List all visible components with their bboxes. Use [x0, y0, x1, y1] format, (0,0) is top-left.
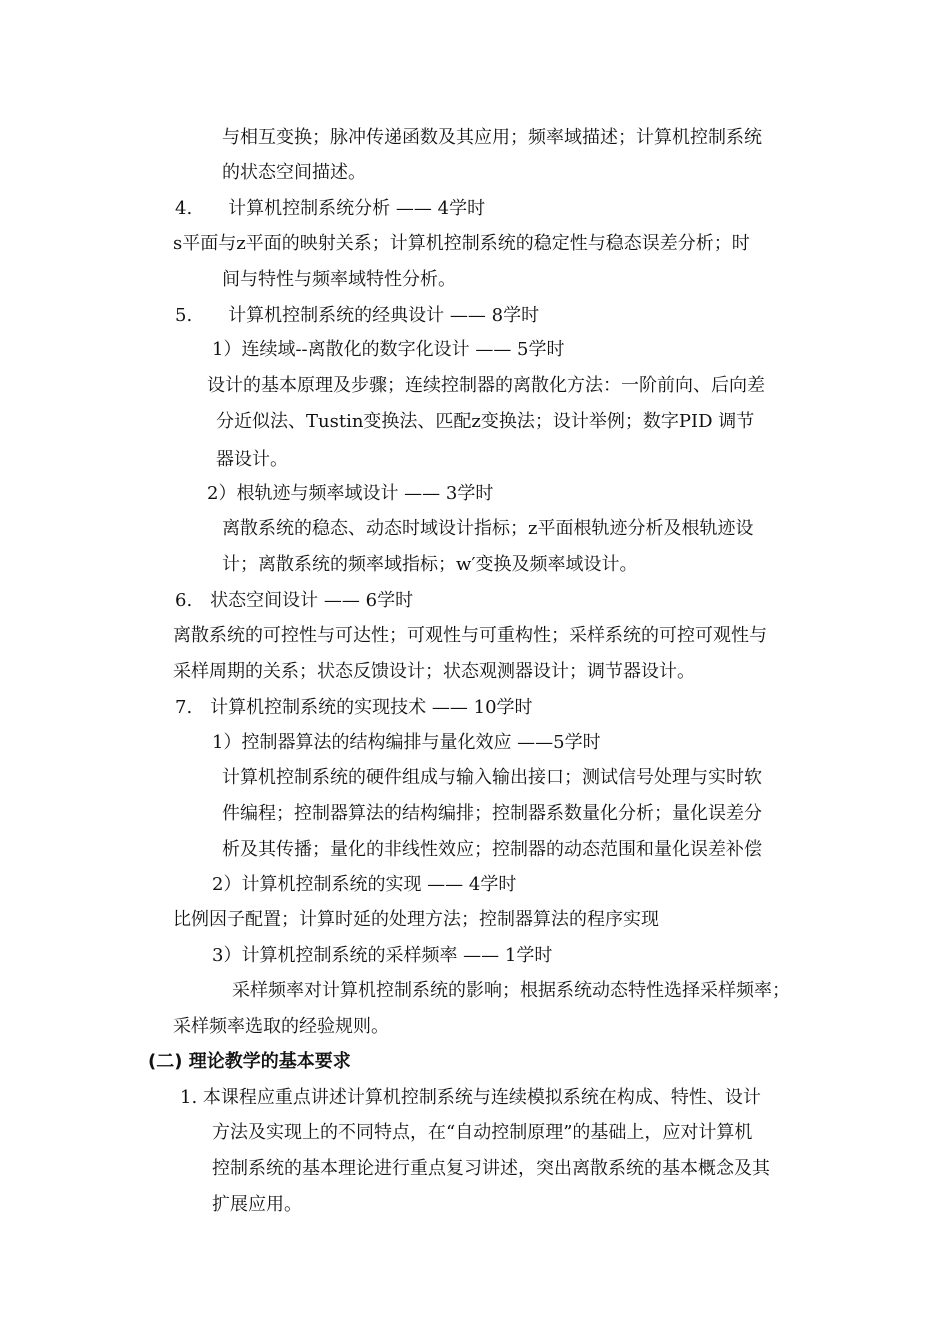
text-line: 采样频率对计算机控制系统的影响；根据系统动态特性选择采样频率；: [232, 980, 790, 1001]
text-line: 计；离散系统的频率域指标；w′变换及频率域设计。: [222, 554, 638, 575]
subsection-heading: 1）控制器算法的结构编排与量化效应 ——5学时: [212, 732, 601, 753]
text-line: 采样周期的关系；状态反馈设计；状态观测器设计；调节器设计。: [173, 661, 695, 682]
section-title-teaching-requirements: (二) 理论教学的基本要求: [148, 1051, 351, 1072]
text-line: 的状态空间描述。: [222, 162, 366, 183]
section-heading-5: 5. 计算机控制系统的经典设计 —— 8学时: [175, 305, 540, 326]
text-line: 扩展应用。: [212, 1194, 302, 1215]
text-line: 设计的基本原理及步骤；连续控制器的离散化方法：一阶前向、后向差: [207, 375, 765, 396]
list-item-1: 1. 本课程应重点讲述计算机控制系统与连续模拟系统在构成、特性、设计: [180, 1087, 761, 1108]
section-heading-6: 6. 状态空间设计 —— 6学时: [175, 590, 414, 611]
subsection-heading: 2）计算机控制系统的实现 —— 4学时: [212, 874, 517, 895]
text-line: 采样频率选取的经验规则。: [173, 1016, 389, 1037]
subsection-heading: 3）计算机控制系统的采样频率 —— 1学时: [212, 945, 553, 966]
text-line: 离散系统的稳态、动态时域设计指标；z平面根轨迹分析及根轨迹设: [222, 518, 754, 539]
text-line: 析及其传播；量化的非线性效应；控制器的动态范围和量化误差补偿: [222, 839, 762, 860]
section-heading-7: 7. 计算机控制系统的实现技术 —— 10学时: [175, 697, 533, 718]
subsection-heading: 2）根轨迹与频率域设计 —— 3学时: [207, 483, 494, 504]
text-line: 方法及实现上的不同特点，在“自动控制原理”的基础上，应对计算机: [212, 1122, 753, 1143]
text-line: 比例因子配置；计算时延的处理方法；控制器算法的程序实现: [173, 909, 659, 930]
text-line: 件编程；控制器算法的结构编排；控制器系数量化分析；量化误差分: [222, 803, 762, 824]
text-line: 与相互变换；脉冲传递函数及其应用；频率域描述；计算机控制系统: [222, 127, 762, 148]
text-line: s平面与z平面的映射关系；计算机控制系统的稳定性与稳态误差分析；时: [173, 233, 750, 254]
text-line: 间与特性与频率域特性分析。: [222, 269, 456, 290]
text-line: 控制系统的基本理论进行重点复习讲述，突出离散系统的基本概念及其: [212, 1158, 770, 1179]
text-line: 离散系统的可控性与可达性；可观性与可重构性；采样系统的可控可观性与: [173, 625, 767, 646]
text-line: 器设计。: [216, 449, 288, 470]
text-line: 分近似法、Tustin变换法、匹配z变换法；设计举例；数字PID 调节: [216, 411, 755, 432]
section-heading-4: 4. 计算机控制系统分析 —— 4学时: [175, 198, 486, 219]
subsection-heading: 1）连续域--离散化的数字化设计 —— 5学时: [212, 339, 565, 360]
text-line: 计算机控制系统的硬件组成与输入输出接口；测试信号处理与实时软: [222, 767, 762, 788]
